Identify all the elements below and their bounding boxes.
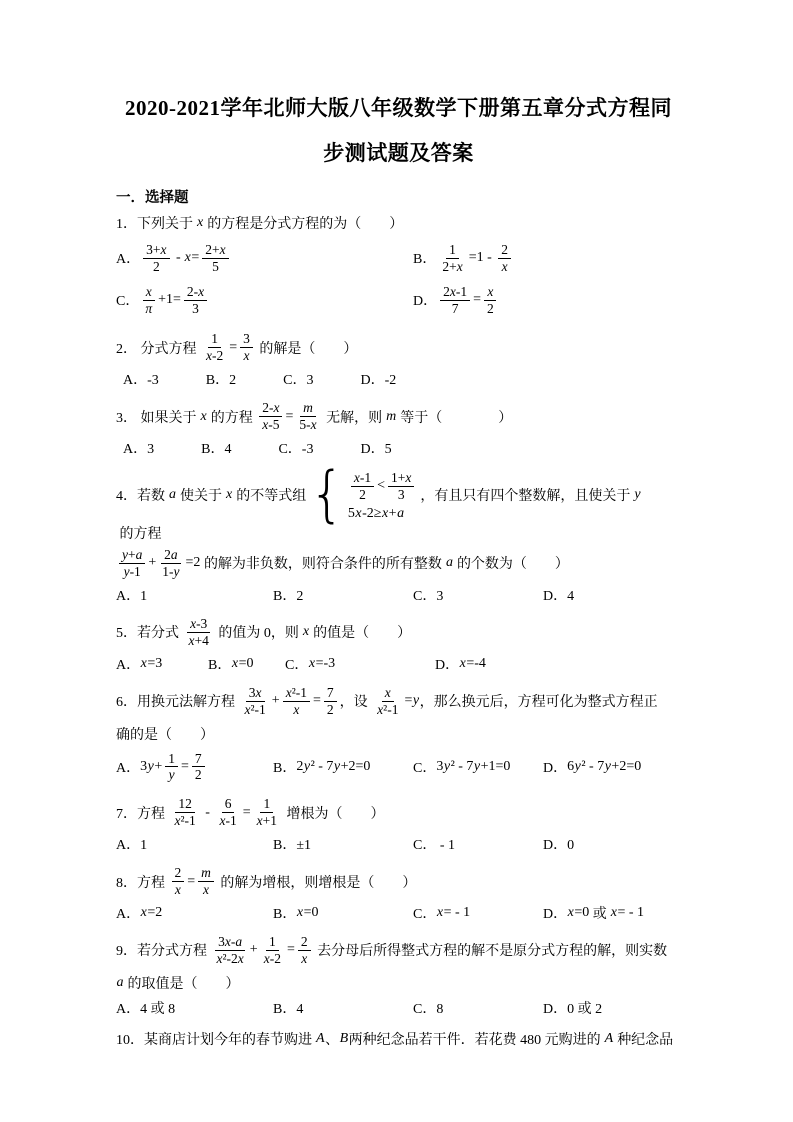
fraction xyxy=(240,331,253,364)
question-2 xyxy=(116,329,681,389)
question-2-stem-line-1 xyxy=(116,329,681,366)
fraction-numerator: 7 xyxy=(324,685,337,702)
fraction-denominator: x xyxy=(293,701,300,717)
fraction-numerator: 3+x xyxy=(143,242,169,259)
fraction-numerator: 6 xyxy=(222,796,235,813)
fraction xyxy=(242,685,269,718)
fraction-numerator: x xyxy=(484,284,496,301)
text-run: 确的是（ ） xyxy=(116,727,214,743)
text-run: C．-3 xyxy=(278,441,314,457)
question-9-option-A xyxy=(116,998,273,1018)
fraction xyxy=(351,470,374,503)
question-7-option-B xyxy=(273,834,413,854)
text-run: ，那么换元后，方程可化为整式方程正 xyxy=(419,695,658,711)
fraction-numerator: 12 xyxy=(175,796,195,813)
page-title xyxy=(116,86,681,176)
question-7-option-D xyxy=(543,834,681,854)
text-run: B．4 xyxy=(201,441,232,457)
fraction-denominator: x²-1 xyxy=(244,701,266,717)
question-2-option-D xyxy=(360,369,396,389)
math-run: x= - 1 xyxy=(436,905,471,921)
text-run: B． xyxy=(273,760,297,776)
fraction-denominator: x²-1 xyxy=(174,813,196,829)
fraction-numerator: x-1 xyxy=(351,470,374,487)
fraction-numerator: 2+x xyxy=(202,242,228,259)
fraction-denominator: x xyxy=(243,348,250,364)
text-run: D． xyxy=(543,907,568,923)
fraction xyxy=(283,685,310,718)
question-6-stem-line-1 xyxy=(116,683,681,720)
fraction-numerator: 1 xyxy=(260,796,273,813)
fraction-numerator: 7 xyxy=(192,751,205,768)
question-7-option-C xyxy=(413,834,543,854)
text-run: B． xyxy=(413,252,437,268)
question-6-option-B xyxy=(273,757,413,777)
fraction-denominator: x xyxy=(501,258,508,274)
math-run: 3y² - 7y+1=0 xyxy=(436,758,511,774)
text-run: ，有且只有四个整数解，且使关于 xyxy=(420,488,634,504)
question-1-option-B xyxy=(413,238,681,278)
system-row xyxy=(348,506,418,522)
math-run: a xyxy=(116,974,124,990)
question-4-options xyxy=(116,585,681,605)
text-run: 两种纪念品若干件．若花费 480 元购进的 xyxy=(348,1032,605,1048)
text-run: C．8 xyxy=(413,1001,444,1017)
fraction-denominator: 2 xyxy=(194,767,202,783)
math-run: + xyxy=(148,555,157,571)
section-heading: 一．选择题 xyxy=(116,190,189,207)
text-run: C． xyxy=(285,657,309,673)
question-7-option-A xyxy=(116,834,273,854)
fraction-denominator: x-5 xyxy=(262,417,280,433)
fraction xyxy=(498,242,511,275)
question-9-option-D xyxy=(543,998,681,1018)
question-2-options xyxy=(116,369,681,389)
text-run: C．3 xyxy=(283,373,314,389)
left-brace-icon: { xyxy=(309,459,345,530)
text-run: 的解为非负数，则符合条件的所有整数 xyxy=(200,557,446,573)
text-run: D． xyxy=(543,760,568,776)
text-run: C．3 xyxy=(413,588,444,604)
question-8-option-D xyxy=(543,903,681,923)
math-run: x xyxy=(197,215,204,231)
fraction-numerator: 3x xyxy=(246,685,265,702)
fraction-numerator: 2 xyxy=(498,242,511,259)
question-7-options xyxy=(116,834,681,854)
fraction-denominator: y-1 xyxy=(123,563,141,579)
math-run: = xyxy=(286,942,295,958)
question-5-options xyxy=(116,654,681,674)
question-1-option-C xyxy=(116,280,413,320)
question-5 xyxy=(116,614,681,674)
fraction-denominator: 2 xyxy=(487,300,494,316)
fraction-denominator: 1-y xyxy=(162,563,180,579)
math-run: = xyxy=(229,339,238,355)
math-run: 5x-2≥x+a xyxy=(347,505,405,521)
text-run: 1．下列关于 xyxy=(116,217,197,233)
question-9 xyxy=(116,932,681,1018)
question-3-option-A xyxy=(123,438,154,458)
fraction xyxy=(143,242,169,275)
fraction xyxy=(203,331,226,364)
fraction-numerator: 1+x xyxy=(388,470,414,487)
fraction-denominator: x+1 xyxy=(256,813,277,829)
title-line-1: 2020-2021学年北师大版八年级数学下册第五章分式方程同 xyxy=(125,96,672,120)
fraction xyxy=(261,934,284,967)
question-5-option-C xyxy=(285,654,435,674)
math-run: x=2 xyxy=(140,905,163,921)
text-run: 9．若分式方程 xyxy=(116,944,211,960)
fraction xyxy=(324,685,337,718)
fraction-denominator: 2 xyxy=(359,486,366,502)
question-7 xyxy=(116,794,681,854)
question-9-option-C xyxy=(413,998,543,1018)
text-run: 的取值是（ ） xyxy=(124,976,240,992)
math-run: 2y² - 7y+2=0 xyxy=(296,758,371,774)
fraction xyxy=(484,284,497,317)
fraction-denominator: x+4 xyxy=(188,632,209,648)
fraction-numerator: 2x-1 xyxy=(440,284,470,301)
text-run: A． xyxy=(116,252,141,268)
question-4-option-B xyxy=(273,585,413,605)
math-run: x=0 xyxy=(231,655,254,671)
fraction xyxy=(439,242,465,275)
fraction-numerator: 2 xyxy=(172,865,185,882)
fraction xyxy=(374,685,401,718)
math-run: A xyxy=(316,1030,325,1046)
inequality-system xyxy=(309,459,417,530)
math-run: x xyxy=(302,624,310,640)
question-8-option-B xyxy=(273,903,413,923)
math-run: 6y² - 7y+2=0 xyxy=(567,758,642,774)
text-run: 的解为增根，则增根是（ ） xyxy=(216,875,417,891)
fraction-denominator: 2 xyxy=(152,258,160,274)
text-run: 无解，则 xyxy=(322,410,386,426)
text-run: A． xyxy=(116,760,141,776)
text-run: 等于（ ） xyxy=(396,410,513,426)
fraction-numerator: m xyxy=(198,865,214,882)
question-4-option-D xyxy=(543,585,681,605)
text-run: 的值是（ ） xyxy=(309,626,412,642)
text-run: 5．若分式 xyxy=(116,626,183,642)
question-9-option-B xyxy=(273,998,413,1018)
text-run: 种纪念品 xyxy=(613,1032,674,1048)
question-9-options xyxy=(116,998,681,1018)
question-2-option-B xyxy=(206,369,236,389)
text-run: 使关于 xyxy=(176,488,226,504)
fraction-denominator: y xyxy=(168,767,175,783)
question-3-option-C xyxy=(278,438,313,458)
fraction xyxy=(254,796,280,829)
question-6 xyxy=(116,683,681,786)
text-run: C． - 1 xyxy=(413,838,455,854)
fraction xyxy=(159,547,182,580)
question-3-options xyxy=(116,438,681,458)
text-run: 的个数为（ ） xyxy=(453,557,569,573)
fraction-denominator: 3 xyxy=(397,486,405,502)
math-run: y xyxy=(634,486,641,502)
text-run: 4．若数 xyxy=(116,488,169,504)
question-5-option-B xyxy=(208,654,285,674)
fraction xyxy=(296,400,319,433)
questions-container xyxy=(116,211,681,1051)
fraction-denominator: x xyxy=(174,882,181,898)
text-run: 的解是（ ） xyxy=(255,341,358,357)
question-9-stem-line-1 xyxy=(116,932,681,969)
fraction-numerator: 1 xyxy=(165,751,178,768)
question-10-stem-line-1 xyxy=(116,1027,681,1051)
fraction-denominator: 2 xyxy=(326,701,334,717)
text-run: A．1 xyxy=(116,588,148,604)
text-run: B．2 xyxy=(205,373,237,389)
text-run: A．3 xyxy=(123,441,155,457)
fraction xyxy=(119,547,145,580)
text-run: C． xyxy=(413,907,437,923)
math-run: - x= xyxy=(172,250,200,266)
fraction-denominator: π xyxy=(145,300,153,316)
text-run: A． xyxy=(116,657,141,673)
text-run: 的值为 0，则 xyxy=(214,626,303,642)
fraction-denominator: x²-2x xyxy=(216,950,244,966)
question-4-stem-line-1 xyxy=(116,459,681,543)
math-run: =y xyxy=(404,693,420,709)
question-3-stem-line-1 xyxy=(116,398,681,435)
question-2-option-A xyxy=(123,369,159,389)
fraction-denominator: x²-1 xyxy=(377,701,399,717)
text-run: 10．某商店计划今年的春节购进 xyxy=(116,1032,316,1048)
text-run: 的方程是分式方程的为（ ） xyxy=(203,217,404,233)
question-8-stem-line-1 xyxy=(116,863,681,900)
math-run: x=-3 xyxy=(308,655,336,671)
text-run: B．±1 xyxy=(273,838,312,854)
question-6-option-A xyxy=(116,749,273,786)
question-1-options xyxy=(116,238,681,320)
fraction xyxy=(202,242,228,275)
text-run: D． xyxy=(413,294,438,310)
text-run: C． xyxy=(116,294,140,310)
fraction xyxy=(440,284,470,317)
text-run: D． xyxy=(435,657,460,673)
question-5-option-D xyxy=(435,654,681,674)
question-1-option-A xyxy=(116,238,413,278)
question-9-stem-line-2 xyxy=(116,971,681,995)
text-run: A．-3 xyxy=(123,373,159,389)
math-run: = xyxy=(187,873,196,889)
system-rows xyxy=(348,468,418,522)
text-run: A．1 xyxy=(116,838,148,854)
fraction-numerator: 1 xyxy=(208,331,221,348)
fraction-denominator: 5-x xyxy=(299,417,317,433)
text-run: 3． 如果关于 xyxy=(116,410,200,426)
fraction xyxy=(172,796,199,829)
text-run: 去分母后所得整式方程的解不是原分式方程的解，则实数 xyxy=(313,944,668,960)
text-run: ，设 xyxy=(339,695,372,711)
text-run: 、 xyxy=(325,1032,340,1048)
fraction-denominator: x xyxy=(301,950,308,966)
math-run: a xyxy=(445,555,453,571)
math-run: = xyxy=(313,693,321,709)
fraction xyxy=(298,934,311,967)
fraction xyxy=(388,470,414,503)
math-run: x=3 xyxy=(140,655,163,671)
question-8-option-C xyxy=(413,903,543,923)
fraction-numerator: x²-1 xyxy=(283,685,310,702)
fraction xyxy=(184,284,207,317)
text-run: 6．用换元法解方程 xyxy=(116,695,239,711)
question-8-options xyxy=(116,903,681,923)
system-row xyxy=(348,468,418,505)
math-run: + xyxy=(271,693,280,709)
question-5-option-A xyxy=(116,654,208,674)
fraction-numerator: 2-x xyxy=(259,400,282,417)
text-run: 的方程 xyxy=(207,410,257,426)
math-run: x=0 xyxy=(567,905,590,921)
fraction-numerator: 2a xyxy=(161,547,181,564)
fraction-numerator: x xyxy=(382,685,394,702)
question-3-option-D xyxy=(360,438,391,458)
text-run: A．4 或 8 xyxy=(116,1001,176,1017)
question-8-option-A xyxy=(116,903,273,923)
math-run: =2 xyxy=(185,555,201,571)
fraction xyxy=(192,751,205,784)
math-run: =1 - xyxy=(468,250,496,266)
question-2-option-C xyxy=(283,369,313,389)
question-8 xyxy=(116,863,681,923)
question-4-option-A xyxy=(116,585,273,605)
math-run: = xyxy=(181,758,189,774)
math-run: x= - 1 xyxy=(610,905,645,921)
fraction-numerator: m xyxy=(300,400,316,417)
question-3 xyxy=(116,398,681,458)
fraction xyxy=(165,751,178,784)
question-1-stem-line-1 xyxy=(116,211,681,235)
math-run: B xyxy=(339,1030,349,1046)
math-run: 3y+ xyxy=(140,758,163,774)
text-run: D．0 或 2 xyxy=(543,1001,603,1017)
text-run: 的不等式组 xyxy=(232,488,307,504)
question-1-option-D xyxy=(413,280,681,320)
math-run: m xyxy=(386,408,397,424)
title-line-2: 步测试题及答案 xyxy=(323,141,474,166)
question-6-options xyxy=(116,749,681,786)
fraction-denominator: 3 xyxy=(192,300,199,316)
math-run: = xyxy=(242,804,251,820)
math-run: = xyxy=(285,408,294,424)
question-6-stem-line-2 xyxy=(116,722,681,746)
text-run: B．4 xyxy=(273,1001,304,1017)
math-run: x=0 xyxy=(296,905,319,921)
text-run: B． xyxy=(273,907,297,923)
math-run: x xyxy=(226,486,233,502)
math-run: a xyxy=(169,486,176,502)
fraction-denominator: x-2 xyxy=(206,348,224,364)
fraction-denominator: 2+x xyxy=(442,258,463,274)
question-3-option-B xyxy=(201,438,231,458)
fraction-numerator: x-3 xyxy=(187,616,210,633)
question-4 xyxy=(116,459,681,605)
text-run: D．5 xyxy=(360,441,392,457)
text-run: D．4 xyxy=(543,588,575,604)
text-run: 增根为（ ） xyxy=(283,806,385,822)
text-run: 或 xyxy=(589,907,611,923)
fraction-denominator: 5 xyxy=(212,258,219,274)
question-1 xyxy=(116,211,681,320)
question-7-stem-line-1 xyxy=(116,794,681,831)
fraction-numerator: 2-x xyxy=(184,284,207,301)
fraction-numerator: 3x-a xyxy=(215,934,245,951)
fraction-numerator: 1 xyxy=(266,934,279,951)
fraction-denominator: x xyxy=(203,882,210,898)
math-run: x=-4 xyxy=(459,655,486,671)
math-run: A xyxy=(604,1030,614,1046)
fraction xyxy=(198,865,214,898)
question-10 xyxy=(116,1027,681,1051)
fraction-numerator: 1 xyxy=(446,242,459,259)
fraction-numerator: 2 xyxy=(298,934,311,951)
question-6-option-D xyxy=(543,757,681,777)
text-run: B．2 xyxy=(273,588,304,604)
text-run: B． xyxy=(208,657,232,673)
fraction-numerator: x xyxy=(143,284,155,301)
fraction xyxy=(216,796,239,829)
fraction-numerator: y+a xyxy=(119,547,145,564)
fraction-denominator: 7 xyxy=(451,300,459,316)
math-run: + xyxy=(249,942,258,958)
fraction-denominator: x-1 xyxy=(219,813,237,829)
fraction-numerator: 3 xyxy=(240,331,253,348)
math-run: < xyxy=(377,478,386,494)
question-6-option-C xyxy=(413,757,543,777)
fraction xyxy=(172,865,185,898)
question-4-option-C xyxy=(413,585,543,605)
fraction xyxy=(214,934,247,967)
fraction xyxy=(142,284,155,317)
text-run: 的方程 xyxy=(116,526,162,542)
fraction-denominator: x-2 xyxy=(263,950,281,966)
fraction xyxy=(186,616,212,649)
text-run: 7．方程 xyxy=(116,806,169,822)
text-run: C． xyxy=(413,760,437,776)
text-run: 8．方程 xyxy=(116,875,169,891)
text-run: 2． 分式方程 xyxy=(116,341,200,357)
math-run: x xyxy=(200,408,207,424)
question-4-stem-line-2 xyxy=(116,545,681,582)
text-run: A． xyxy=(116,907,141,923)
math-run: - xyxy=(201,804,214,820)
question-5-stem-line-1 xyxy=(116,614,681,651)
text-run: D．-2 xyxy=(360,373,397,389)
text-run: D．0 xyxy=(543,838,575,854)
math-run: +1= xyxy=(158,292,181,308)
fraction xyxy=(259,400,282,433)
math-run: = xyxy=(473,292,482,308)
